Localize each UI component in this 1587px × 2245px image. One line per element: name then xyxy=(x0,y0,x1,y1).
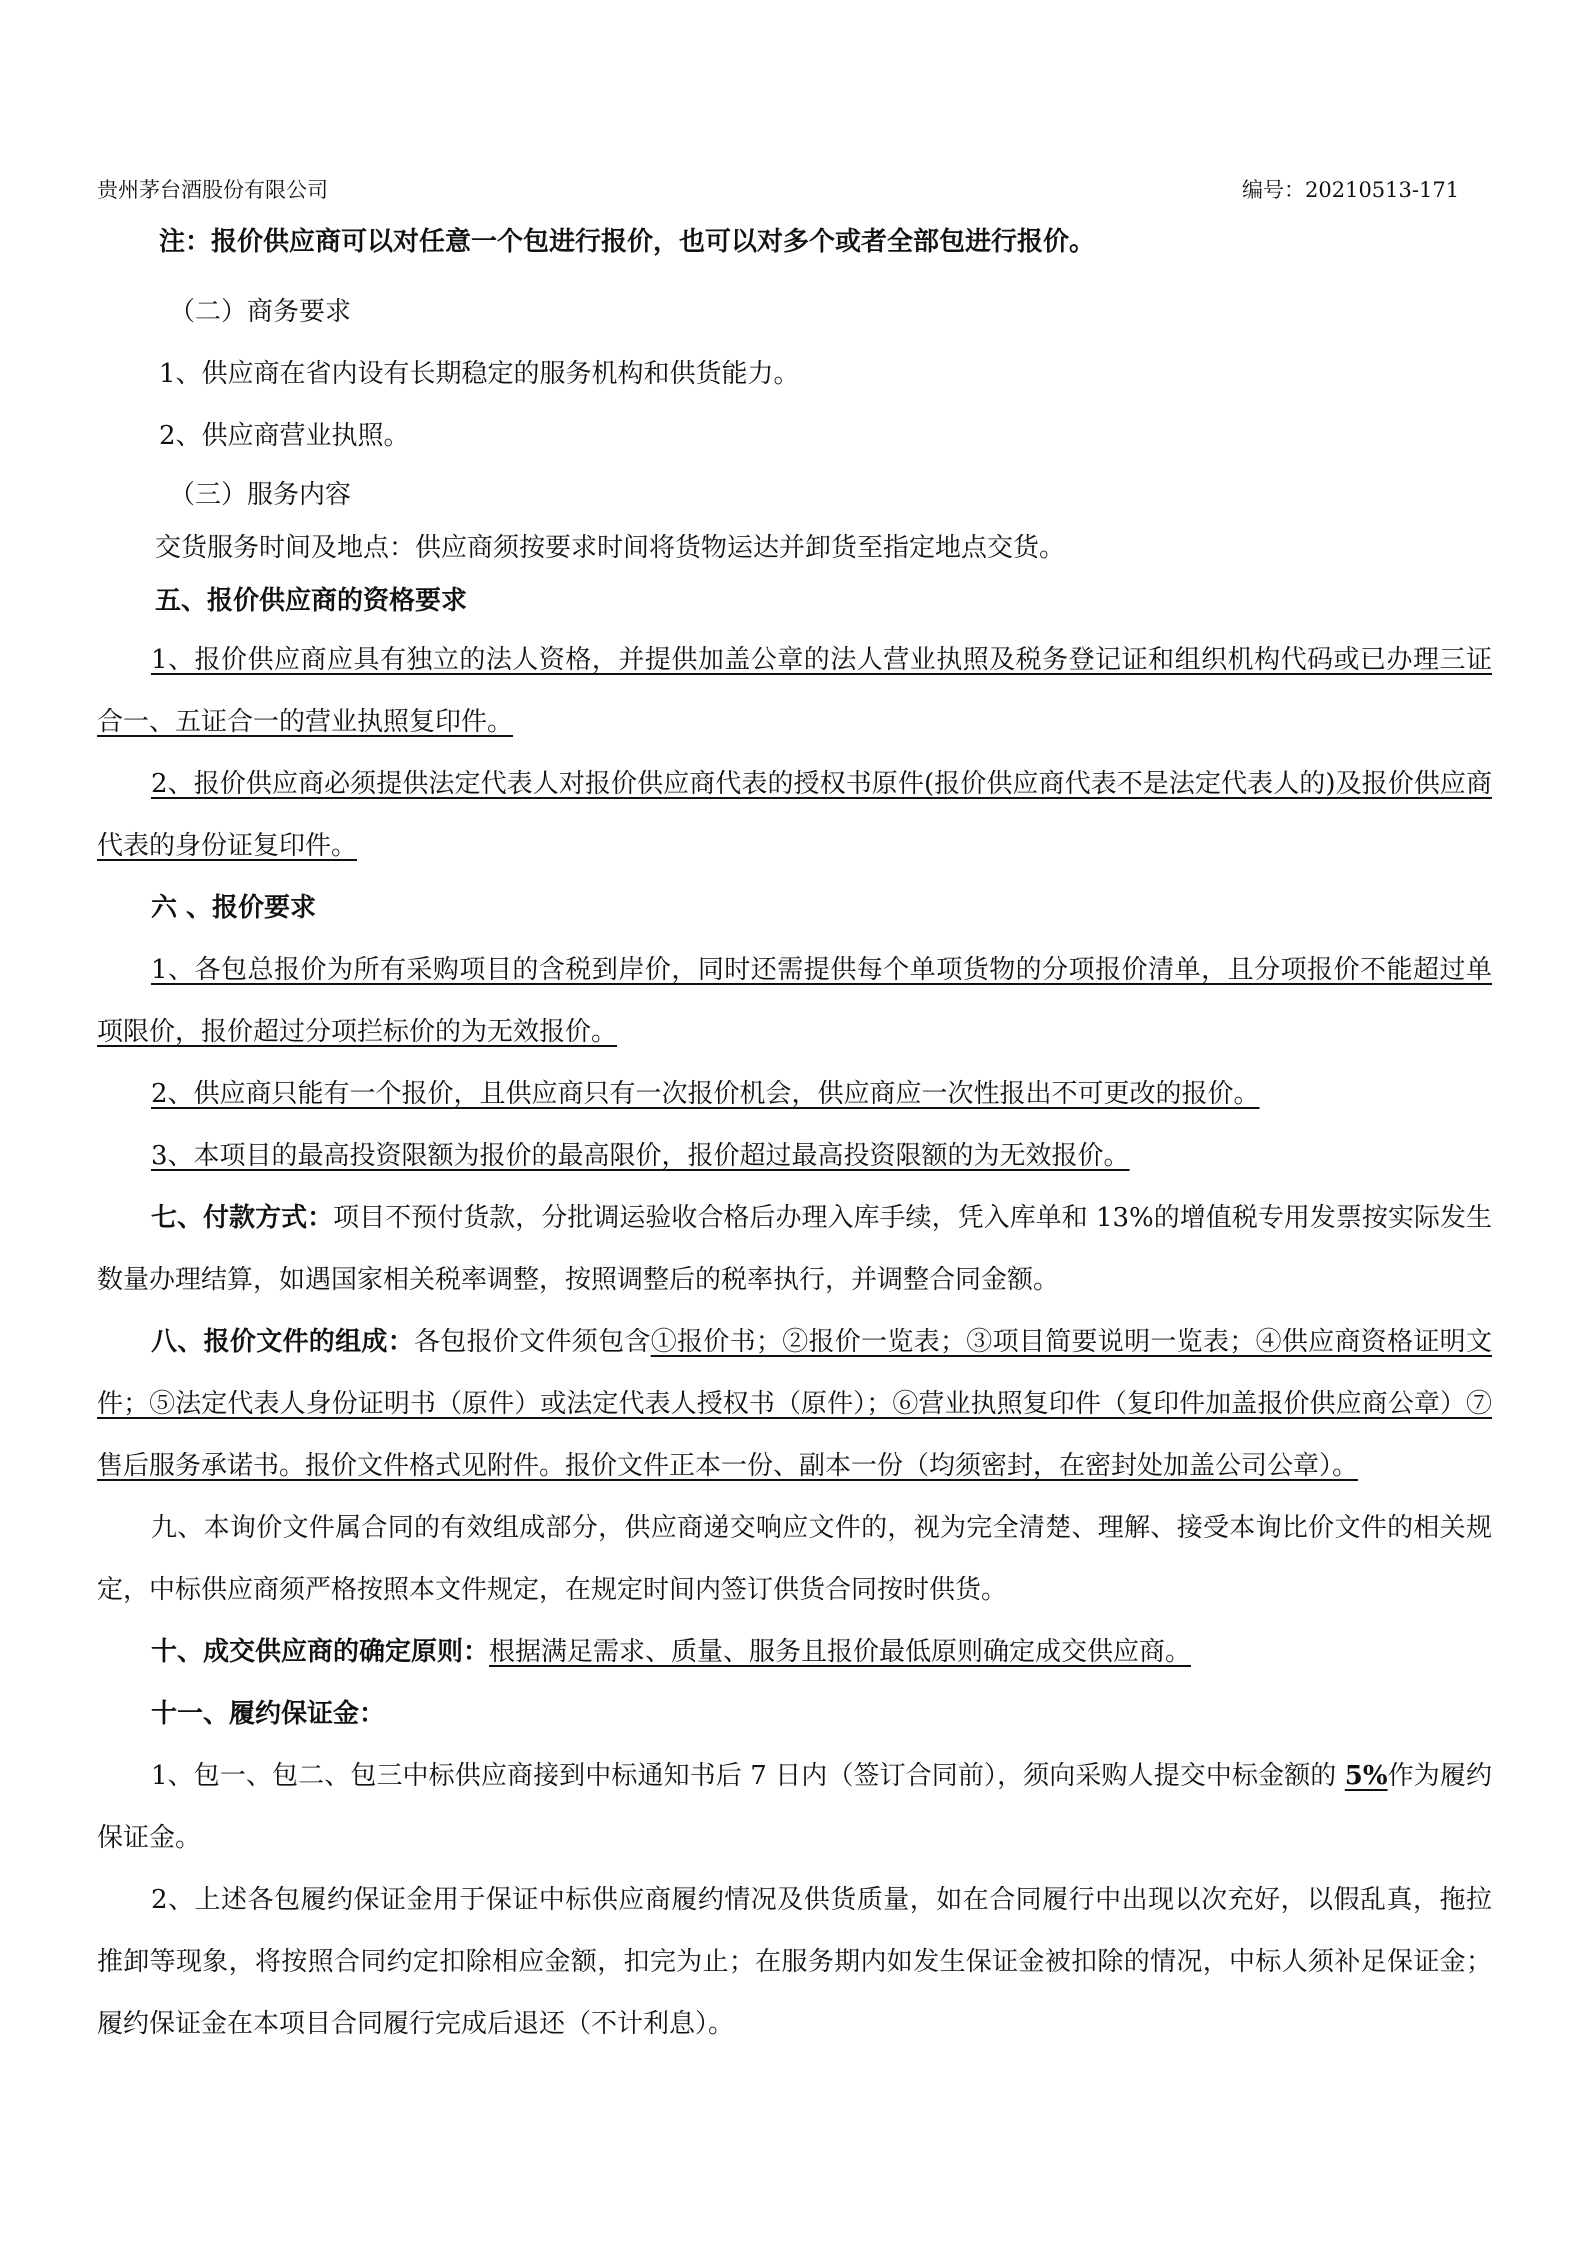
award-label: 十、成交供应商的确定原则： xyxy=(151,1637,490,1667)
qualification-item-2-text: 2、报价供应商必须提供法定代表人对报价供应商代表的授权书原件(报价供应商代表不是法定代表人的)及报价供应商代表的身份证复印件。 xyxy=(97,769,1492,861)
deposit-item-1-tail: 作为履约保证金。 xyxy=(97,1761,1492,1853)
quote-item-3 xyxy=(97,1125,1492,1187)
documents-lead: 各包报价文件须包含 xyxy=(414,1327,651,1357)
business-heading: （二）商务要求 xyxy=(169,297,352,327)
company-name: 贵州茅台酒股份有限公司 xyxy=(97,178,328,202)
deposit-heading-text: 十一、履约保证金： xyxy=(151,1699,386,1729)
payment-text: 项目不预付货款，分批调运验收合格后办理入库手续，凭入库单和 13%的增值税专用发票按实际发生数量办理结算，如遇国家相关税率调整，按照调整后的税率执行，并调整合同金额。 xyxy=(97,1203,1492,1295)
quote-documents xyxy=(97,1311,1492,1497)
quote-item-1-text: 1、各包总报价为所有采购项目的含税到岸价，同时还需提供每个单项货物的分项报价清单，且分项报价不能超过单项限价，报价超过分项拦标价的为无效报价。 xyxy=(97,955,1492,1047)
deposit-percentage: 5% xyxy=(1344,1761,1388,1791)
business-item-2: 2、供应商营业执照。 xyxy=(159,421,410,451)
payment-terms xyxy=(97,1187,1492,1311)
quote-item-2-text: 2、供应商只能有一个报价，且供应商只有一次报价机会，供应商应一次性报出不可更改的报价。 xyxy=(151,1079,1260,1109)
quote-item-2 xyxy=(97,1063,1492,1125)
qualification-heading-text: 五、报价供应商的资格要求 xyxy=(155,586,468,616)
validity-clause: 九、本询价文件属合同的有效组成部分，供应商递交响应文件的，视为完全清楚、理解、接受本询比价文件的相关规定，中标供应商须严格按照本文件规定，在规定时间内签订供货合同按时供货。 xyxy=(97,1513,1492,1605)
qualification-heading xyxy=(97,573,1492,629)
qualification-item-2 xyxy=(97,753,1492,877)
deposit-item-1-text: 1、包一、包二、包三中标供应商接到中标通知书后 7 日内（签订合同前），须向采购人提交中标金额的 xyxy=(151,1761,1345,1791)
qualification-item-1 xyxy=(97,629,1492,753)
quote-item-3-text: 3、本项目的最高投资限额为报价的最高限价，报价超过最高投资限额的为无效报价。 xyxy=(151,1141,1130,1171)
qualification-item-1-text: 1、报价供应商应具有独立的法人资格，并提供加盖公章的法人营业执照及税务登记证和组织机构代码或已办理三证合一、五证合一的营业执照复印件。 xyxy=(97,645,1492,737)
quote-heading-text: 六 、报价要求 xyxy=(151,893,317,923)
deposit-heading xyxy=(97,1683,1492,1745)
quote-item-1 xyxy=(97,939,1492,1063)
payment-label: 七、付款方式： xyxy=(151,1203,334,1233)
document-body xyxy=(97,211,1492,2055)
deposit-item-1 xyxy=(97,1745,1492,1869)
quote-heading xyxy=(97,877,1492,939)
business-item-1: 1、供应商在省内设有长期稳定的服务机构和供货能力。 xyxy=(159,359,800,389)
service-heading: （三）服务内容 xyxy=(169,480,352,510)
documents-text: ①报价书；②报价一览表；③项目简要说明一览表；④供应商资格证明文件；⑤法定代表人身份证明书（原件）或法定代表人授权书（原件）；⑥营业执照复印件（复印件加盖报价供应商公章）⑦售后服务承诺书。报价文件格式见附件。报价文件正本一份、副本一份（均须密封，在密封处加盖公司公章）。 xyxy=(97,1327,1492,1481)
deposit-item-2: 2、上述各包履约保证金用于保证中标供应商履约情况及供货质量，如在合同履行中出现以次充好，以假乱真，拖拉推卸等现象，将按照合同约定扣除相应金额，扣完为止；在服务期内如发生保证金被扣除的情况，中标人须补足保证金；履约保证金在本项目合同履行完成后退还（不计利息）。 xyxy=(97,1885,1492,2039)
award-principle xyxy=(97,1621,1492,1683)
note-text: 注：报价供应商可以对任意一个包进行报价，也可以对多个或者全部包进行报价。 xyxy=(159,227,1096,257)
service-text: 交货服务时间及地点：供应商须按要求时间将货物运达并卸货至指定地点交货。 xyxy=(155,533,1066,563)
documents-label: 八、报价文件的组成： xyxy=(151,1327,414,1357)
document-number: 编号：20210513-171 xyxy=(1242,178,1460,202)
note xyxy=(97,211,1492,273)
award-text: 根据满足需求、质量、服务且报价最低原则确定成交供应商。 xyxy=(489,1637,1192,1667)
